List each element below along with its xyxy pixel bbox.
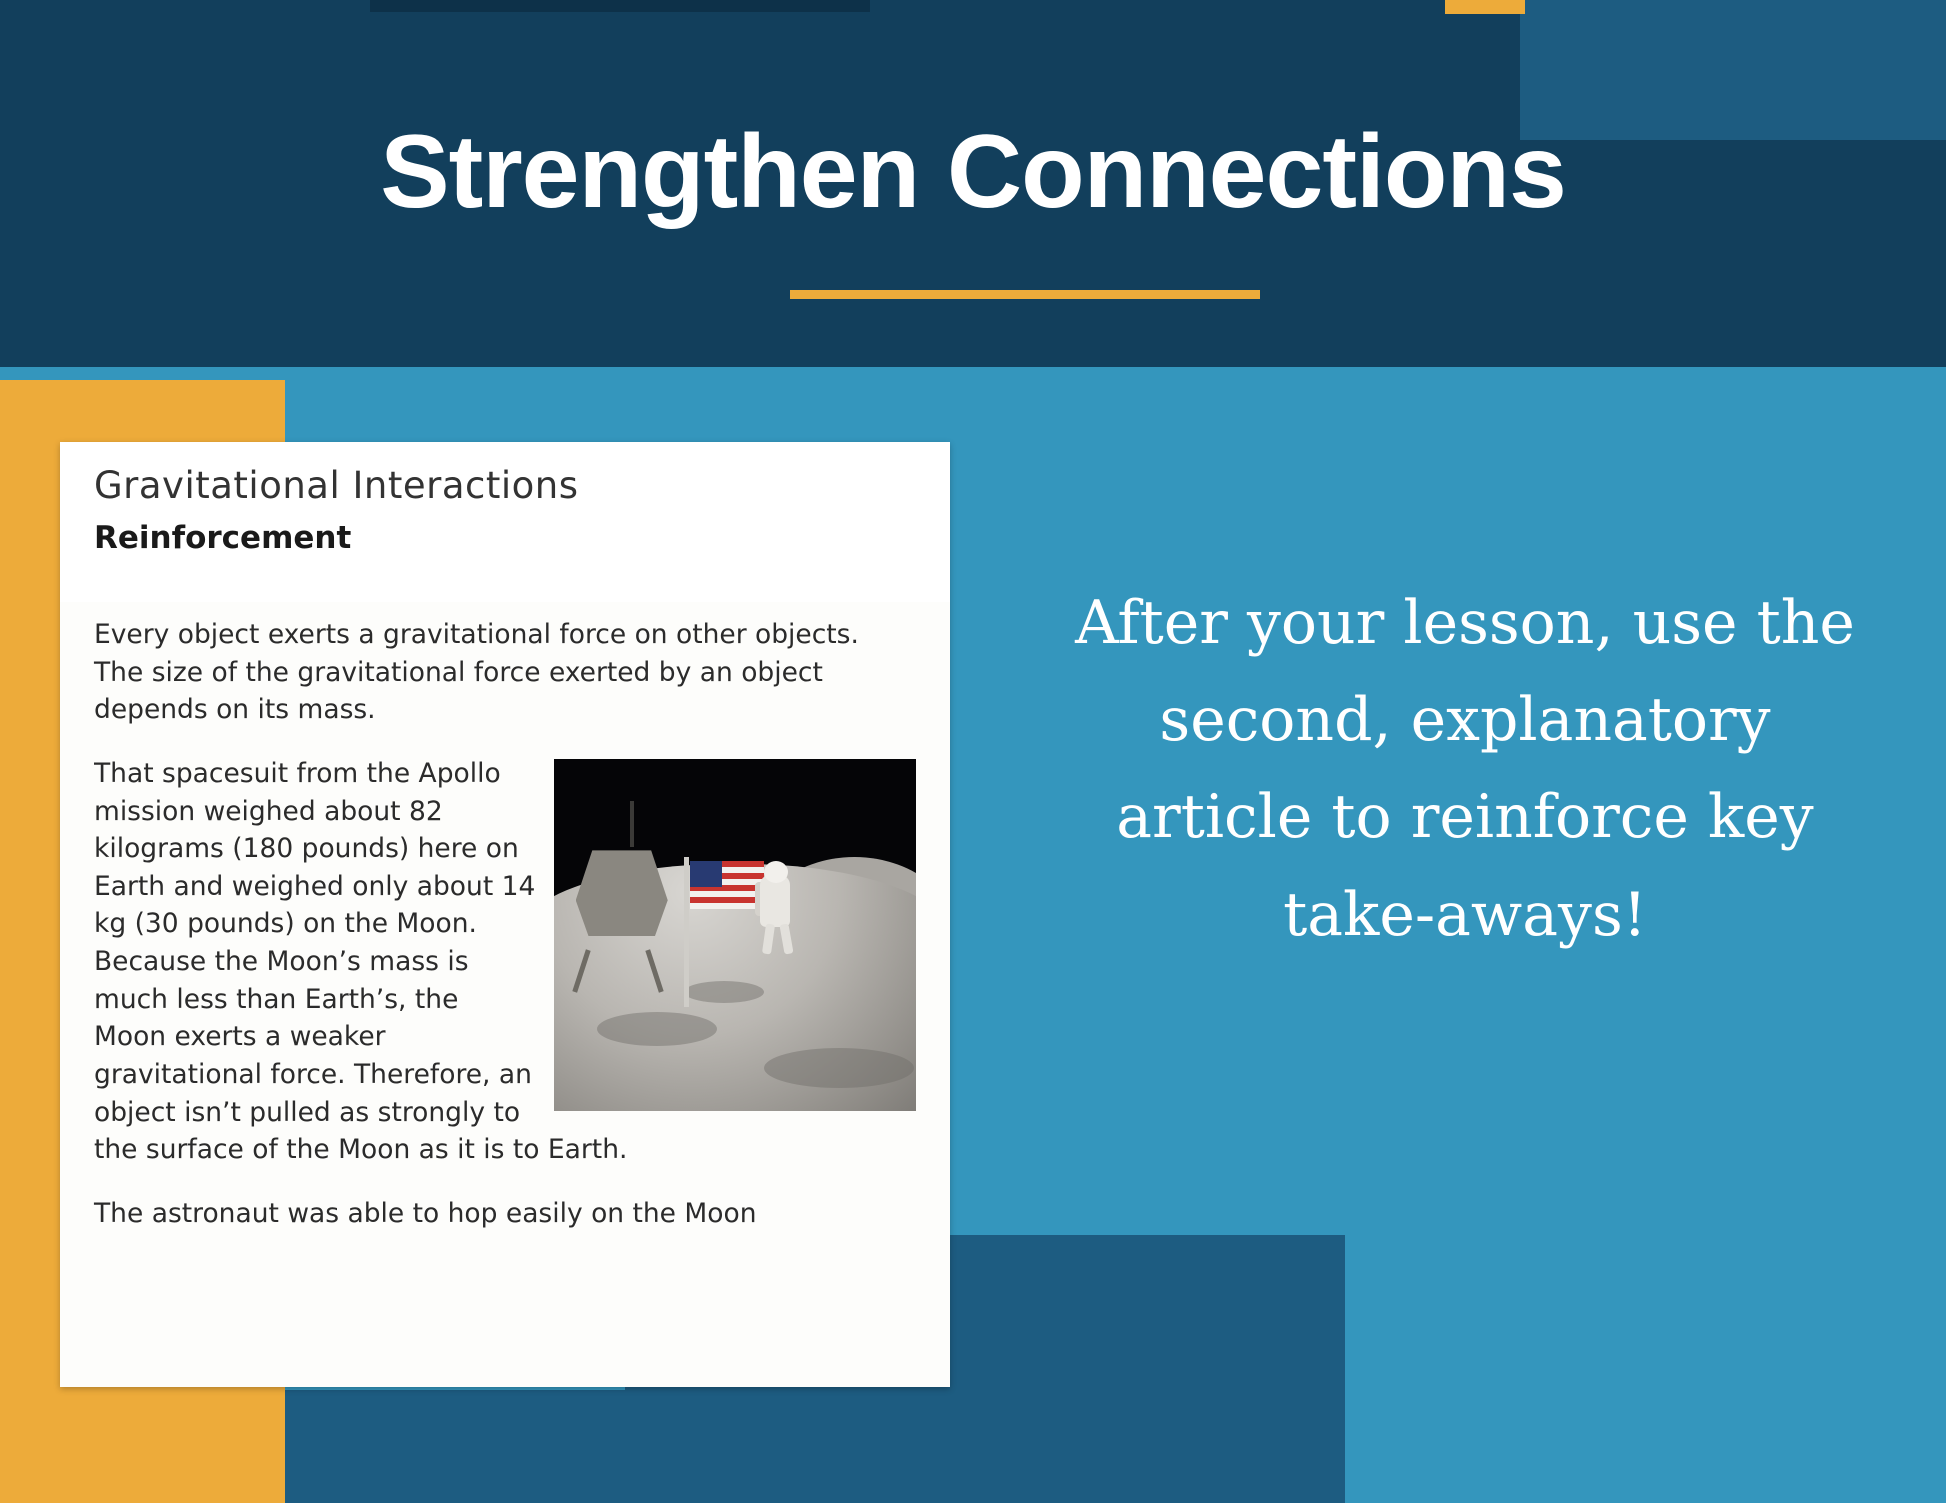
background-dark-block-bottom-left [285, 1390, 625, 1503]
photo-crater [684, 981, 764, 1003]
lunar-module-icon [576, 850, 668, 936]
worksheet-wrap-zone [94, 755, 916, 1195]
worksheet-paragraph-2: That spacesuit from the Apollo mission weighed about 82 kilograms (180 pounds) here on Earth and weighed only about 14 kg (30 pounds) on the Moon. Because the Moon’s mass is much less than Earth’s, the Moon exerts a weaker gravitational force. Therefore, an object isn’t pulled as strongly to the surface of the Moon as it is to Earth. [94, 757, 628, 1166]
us-flag-icon [690, 861, 764, 909]
lunar-module-mast-icon [630, 801, 634, 847]
worksheet-subtitle: Reinforcement [94, 520, 352, 556]
header-accent-gold-bar [1445, 0, 1525, 14]
flag-canton [690, 861, 722, 887]
moon-astronaut-photo [554, 759, 916, 1111]
worksheet-title: Gravitational Interactions [94, 464, 579, 507]
worksheet-paragraph-1: Every object exerts a gravitational force on other objects. The size of the gravitational force exerted by an object depends on its mass. [94, 619, 859, 726]
flag-pole-icon [684, 857, 689, 1007]
callout-text: After your lesson, use the second, explanatory article to reinforce key take-aways! [1075, 588, 1855, 950]
worksheet-header [60, 442, 950, 602]
photo-crater [764, 1048, 914, 1088]
header-accent-dark-bar [370, 0, 870, 12]
page-title: Strengthen Connections [380, 114, 1566, 230]
worksheet-paragraph-3: The astronaut was able to hop easily on the Moon [94, 1197, 757, 1229]
astronaut-helmet-icon [764, 861, 788, 883]
worksheet-body [60, 602, 950, 1232]
title-underline [790, 290, 1260, 299]
worksheet-card [60, 442, 950, 1387]
